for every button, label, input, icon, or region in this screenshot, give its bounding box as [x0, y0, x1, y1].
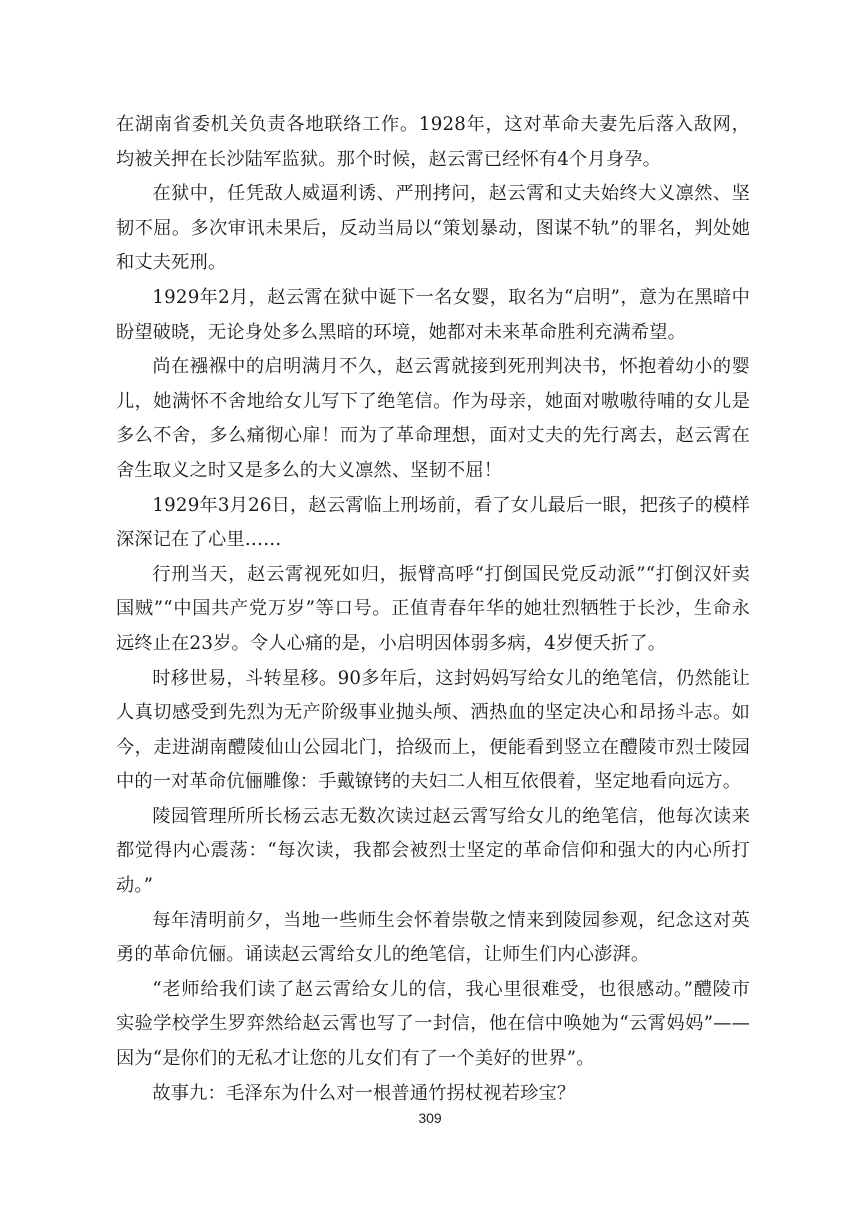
page-number: 309 — [418, 1110, 442, 1126]
paragraph-4: 尚在襁褓中的启明满月不久，赵云霄就接到死刑判决书，怀抱着幼小的婴儿，她满怀不舍地给女儿写下了绝笔信。作为母亲，她面对嗷嗷待哺的女儿是多么不舍，多么痛彻心扉！而为了革命理想，面对丈夫的先行离去，赵云霄在舍生取义之时又是多么的大义凛然、坚韧不屈！ — [116, 356, 750, 481]
document-body — [116, 108, 750, 1111]
paragraph-9: 每年清明前夕，当地一些师生会怀着崇敬之情来到陵园参观，纪念这对英勇的革命伉俪。诵读赵云霄给女儿的绝笔信，让师生们内心澎湃。 — [116, 909, 750, 966]
paragraph-3: 1929年2月，赵云霄在狱中诞下一名女婴，取名为“启明”，意为在黑暗中盼望破晓，无论身处多么黑暗的环境，她都对未来革命胜利充满希望。 — [116, 286, 750, 343]
paragraph-8: 陵园管理所所长杨云志无数次读过赵云霄写给女儿的绝笔信，他每次读来都觉得内心震荡：“每次读，我都会被烈士坚定的革命信仰和强大的内心所打动。” — [116, 805, 750, 897]
paragraph-6: 行刑当天，赵云霄视死如归，振臂高呼“打倒国民党反动派”“打倒汉奸卖国贼”“中国共产党万岁”等口号。正值青春年华的她壮烈牺牲于长沙，生命永远终止在23岁。令人心痛的是，小启明因体弱多病，4岁便夭折了。 — [116, 563, 750, 654]
paragraph-1: 在湖南省委机关负责各地联络工作。1928年，这对革命夫妻先后落入敌网，均被关押在长沙陆军监狱。那个时候，赵云霄已经怀有4个月身孕。 — [116, 114, 750, 170]
paragraph-2: 在狱中，任凭敌人威逼利诱、严刑拷问，赵云霄和丈夫始终大义凛然、坚韧不屈。多次审讯未果后，反动当局以“策划暴动，图谋不轨”的罪名，判处她和丈夫死刑。 — [116, 183, 750, 274]
paragraph-7: 时移世易，斗转星移。90多年后，这封妈妈写给女儿的绝笔信，仍然能让人真切感受到先烈为无产阶级事业抛头颅、洒热血的坚定决心和昂扬斗志。如今，走进湖南醴陵仙山公园北门，拾级而上，便能看到竖立在醴陵市烈士陵园中的一对革命伉俪雕像：手戴镣铐的夫妇二人相互依偎着，坚定地看向远方。 — [116, 667, 750, 793]
paragraph-5: 1929年3月26日，赵云霄临上刑场前，看了女儿最后一眼，把孩子的模样深深记在了心里…… — [116, 494, 750, 551]
paragraph-10: “老师给我们读了赵云霄给女儿的信，我心里很难受，也很感动。”醴陵市实验学校学生罗弈然给赵云霄也写了一封信，他在信中唤她为“云霄妈妈”——因为“是你们的无私才让您的儿女们有了一个美好的世界”。 — [116, 978, 750, 1070]
section-heading-story-nine: 故事九：毛泽东为什么对一根普通竹拐杖视若珍宝？ — [152, 1082, 576, 1104]
